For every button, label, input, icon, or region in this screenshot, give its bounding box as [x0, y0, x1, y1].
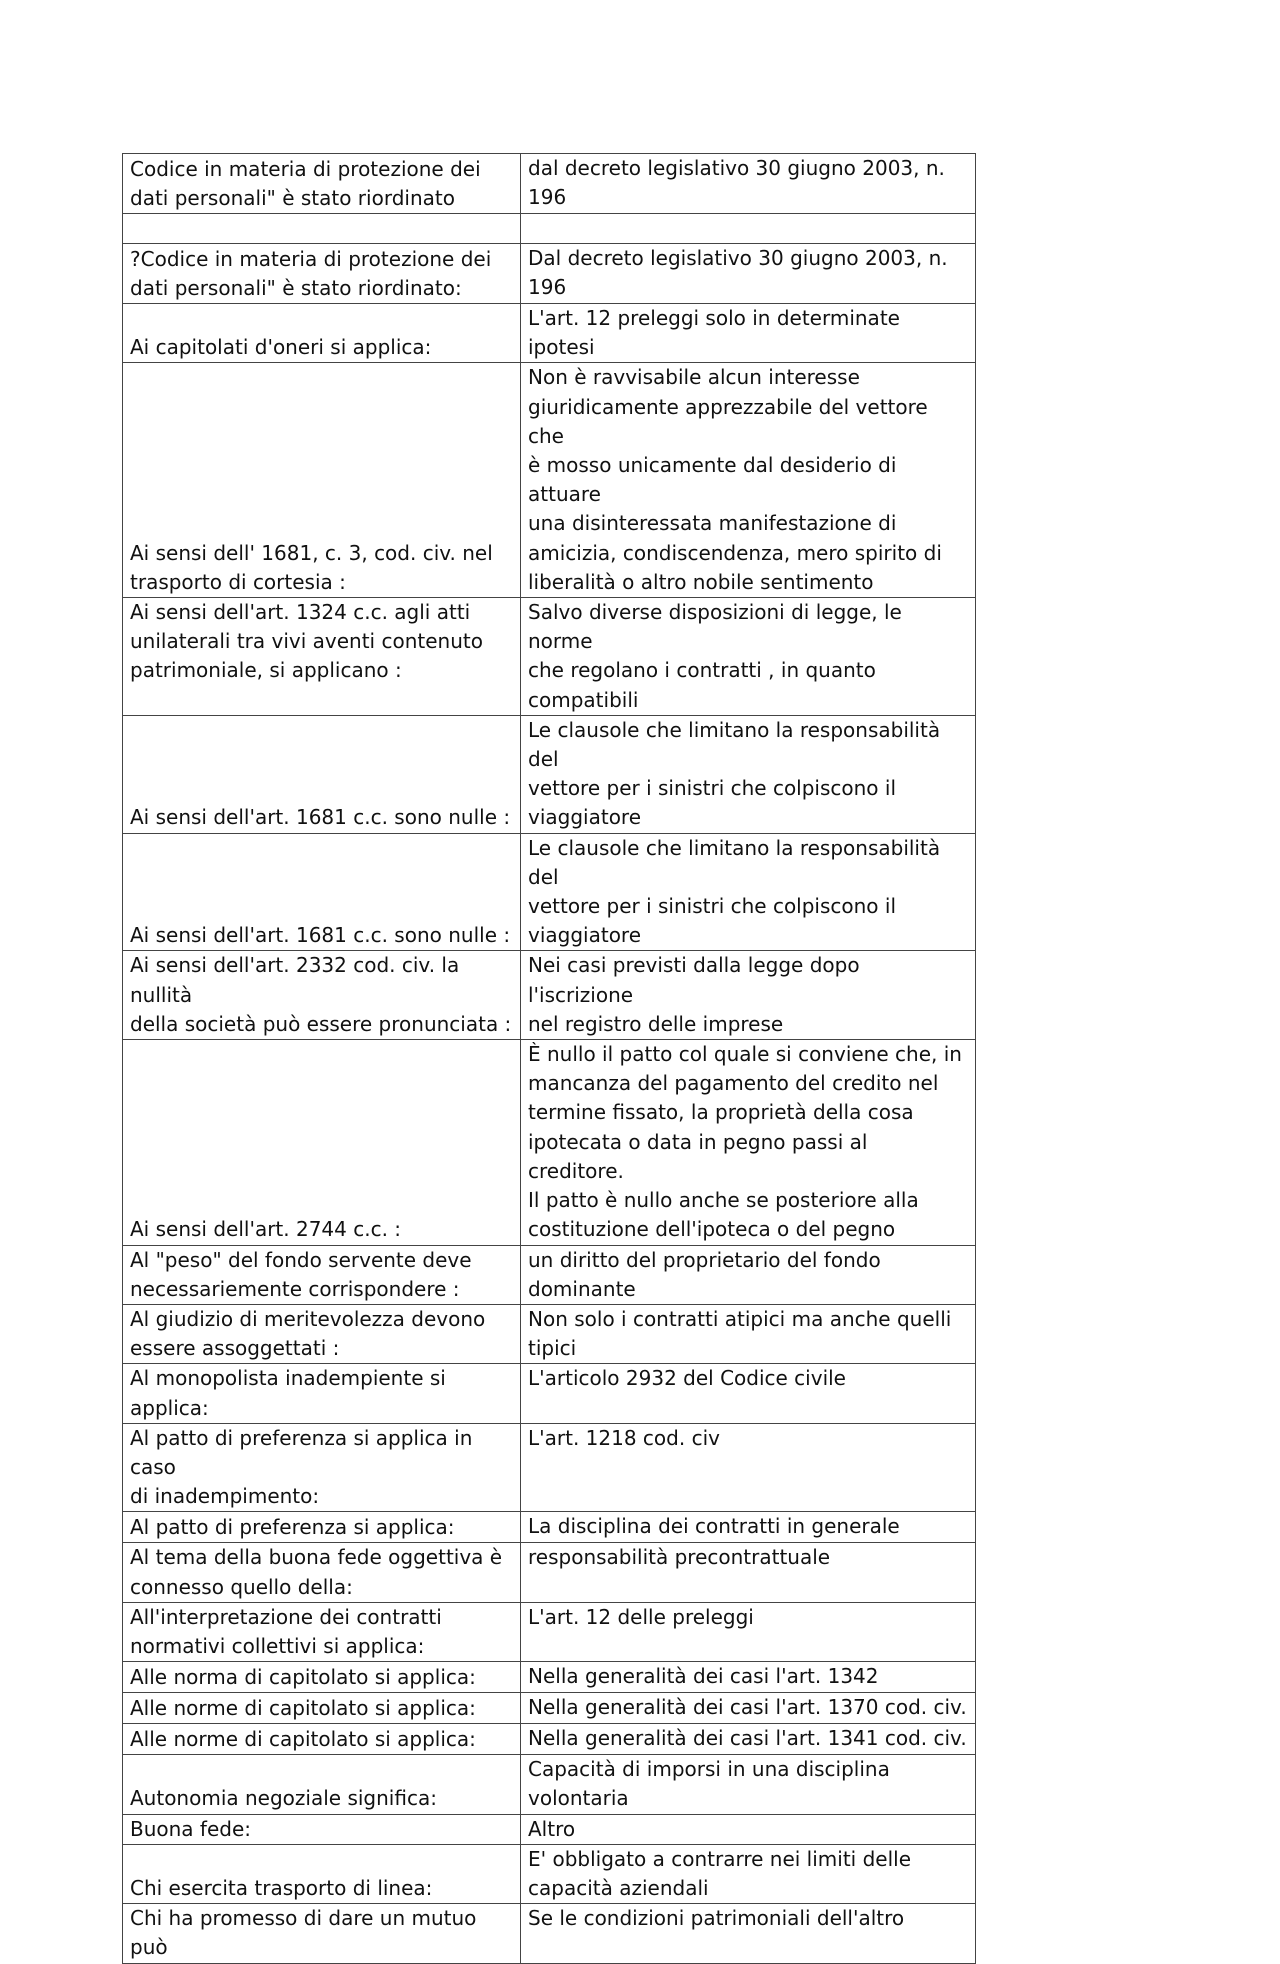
question-cell: Ai sensi dell'art. 1681 c.c. sono nulle : — [123, 833, 521, 951]
table-row — [123, 154, 976, 214]
answer-cell — [521, 214, 976, 244]
answer-cell: E' obbligato a contrarre nei limiti delle capacità aziendali — [521, 1844, 976, 1903]
table-row — [123, 363, 976, 598]
answer-cell: Non solo i contratti atipici ma anche quelli tipici — [521, 1304, 976, 1363]
answer-cell: Nella generalità dei casi l'art. 1342 — [521, 1662, 976, 1693]
answer-cell: L'articolo 2932 del Codice civile — [521, 1364, 976, 1423]
table-row — [123, 1245, 976, 1304]
question-cell: Codice in materia di protezione dei dati personali" è stato riordinato — [123, 154, 521, 214]
table-row — [123, 598, 976, 716]
answer-cell: dal decreto legislativo 30 giugno 2003, n. 196 — [521, 154, 976, 214]
table-row — [123, 1724, 976, 1755]
table-row — [123, 304, 976, 363]
table-row — [123, 1512, 976, 1543]
answer-cell: responsabilità precontrattuale — [521, 1543, 976, 1602]
question-cell: Chi esercita trasporto di linea: — [123, 1844, 521, 1903]
question-cell: Alle norme di capitolato si applica: — [123, 1724, 521, 1755]
question-cell: Al "peso" del fondo servente deve necessariemente corrispondere : — [123, 1245, 521, 1304]
question-cell: Ai sensi dell'art. 2332 cod. civ. la nullità della società può essere pronunciata : — [123, 951, 521, 1040]
qa-table — [122, 153, 976, 1964]
answer-cell: Salvo diverse disposizioni di legge, le norme che regolano i contratti , in quanto compatibili — [521, 598, 976, 716]
question-cell: Ai sensi dell' 1681, c. 3, cod. civ. nel trasporto di cortesia : — [123, 363, 521, 598]
answer-cell: Nei casi previsti dalla legge dopo l'iscrizione nel registro delle imprese — [521, 951, 976, 1040]
question-cell: Al patto di preferenza si applica in caso di inadempimento: — [123, 1423, 521, 1512]
table-row — [123, 1602, 976, 1661]
question-cell: Al giudizio di meritevolezza devono essere assoggettati : — [123, 1304, 521, 1363]
table-row — [123, 1040, 976, 1245]
answer-cell: Capacità di imporsi in una disciplina volontaria — [521, 1755, 976, 1814]
answer-cell: La disciplina dei contratti in generale — [521, 1512, 976, 1543]
answer-cell: un diritto del proprietario del fondo dominante — [521, 1245, 976, 1304]
table-row — [123, 1304, 976, 1363]
table-row — [123, 1814, 976, 1844]
question-cell: Al patto di preferenza si applica: — [123, 1512, 521, 1543]
table-row — [123, 214, 976, 244]
table-row — [123, 1423, 976, 1512]
question-cell: Ai sensi dell'art. 1681 c.c. sono nulle : — [123, 715, 521, 833]
question-cell: Alle norme di capitolato si applica: — [123, 1693, 521, 1724]
question-cell: ?Codice in materia di protezione dei dati personali" è stato riordinato: — [123, 244, 521, 304]
answer-cell: L'art. 1218 cod. civ — [521, 1423, 976, 1512]
question-cell: Autonomia negoziale significa: — [123, 1755, 521, 1814]
table-row — [123, 1543, 976, 1602]
answer-cell: Nella generalità dei casi l'art. 1370 cod. civ. — [521, 1693, 976, 1724]
table-row — [123, 1844, 976, 1903]
question-cell: Alle norma di capitolato si applica: — [123, 1662, 521, 1693]
answer-cell: Nella generalità dei casi l'art. 1341 cod. civ. — [521, 1724, 976, 1755]
table-row — [123, 1755, 976, 1814]
answer-cell: Le clausole che limitano la responsabilità del vettore per i sinistri che colpiscono il viaggiatore — [521, 833, 976, 951]
table-row — [123, 1662, 976, 1693]
question-cell: All'interpretazione dei contratti normativi collettivi si applica: — [123, 1602, 521, 1661]
question-cell: Chi ha promesso di dare un mutuo può — [123, 1904, 521, 1963]
answer-cell: Non è ravvisabile alcun interesse giuridicamente apprezzabile del vettore che è mosso unicamente dal desiderio di attuare una disinteressata manifestazione di amicizia, condiscendenza, mero spirito di liberalità o altro nobile sentimento — [521, 363, 976, 598]
table-row — [123, 715, 976, 833]
table-row — [123, 244, 976, 304]
answer-cell: Altro — [521, 1814, 976, 1844]
qa-table-body — [123, 154, 976, 1964]
question-cell: Ai sensi dell'art. 2744 c.c. : — [123, 1040, 521, 1245]
table-row — [123, 1693, 976, 1724]
answer-cell: L'art. 12 preleggi solo in determinate ipotesi — [521, 304, 976, 363]
answer-cell: Le clausole che limitano la responsabilità del vettore per i sinistri che colpiscono il viaggiatore — [521, 715, 976, 833]
question-cell: Ai capitolati d'oneri si applica: — [123, 304, 521, 363]
table-row — [123, 951, 976, 1040]
table-row — [123, 1904, 976, 1963]
question-cell: Ai sensi dell'art. 1324 c.c. agli atti unilaterali tra vivi aventi contenuto patrimoniale, si applicano : — [123, 598, 521, 716]
question-cell: Buona fede: — [123, 1814, 521, 1844]
answer-cell: Se le condizioni patrimoniali dell'altro — [521, 1904, 976, 1963]
answer-cell: È nullo il patto col quale si conviene che, in mancanza del pagamento del credito nel termine fissato, la proprietà della cosa ipotecata o data in pegno passi al creditore. Il patto è nullo anche se posteriore alla costituzione dell'ipoteca o del pegno — [521, 1040, 976, 1245]
answer-cell: L'art. 12 delle preleggi — [521, 1602, 976, 1661]
table-row — [123, 833, 976, 951]
question-cell: Al tema della buona fede oggettiva è connesso quello della: — [123, 1543, 521, 1602]
question-cell — [123, 214, 521, 244]
answer-cell: Dal decreto legislativo 30 giugno 2003, n. 196 — [521, 244, 976, 304]
question-cell: Al monopolista inadempiente si applica: — [123, 1364, 521, 1423]
table-row — [123, 1364, 976, 1423]
